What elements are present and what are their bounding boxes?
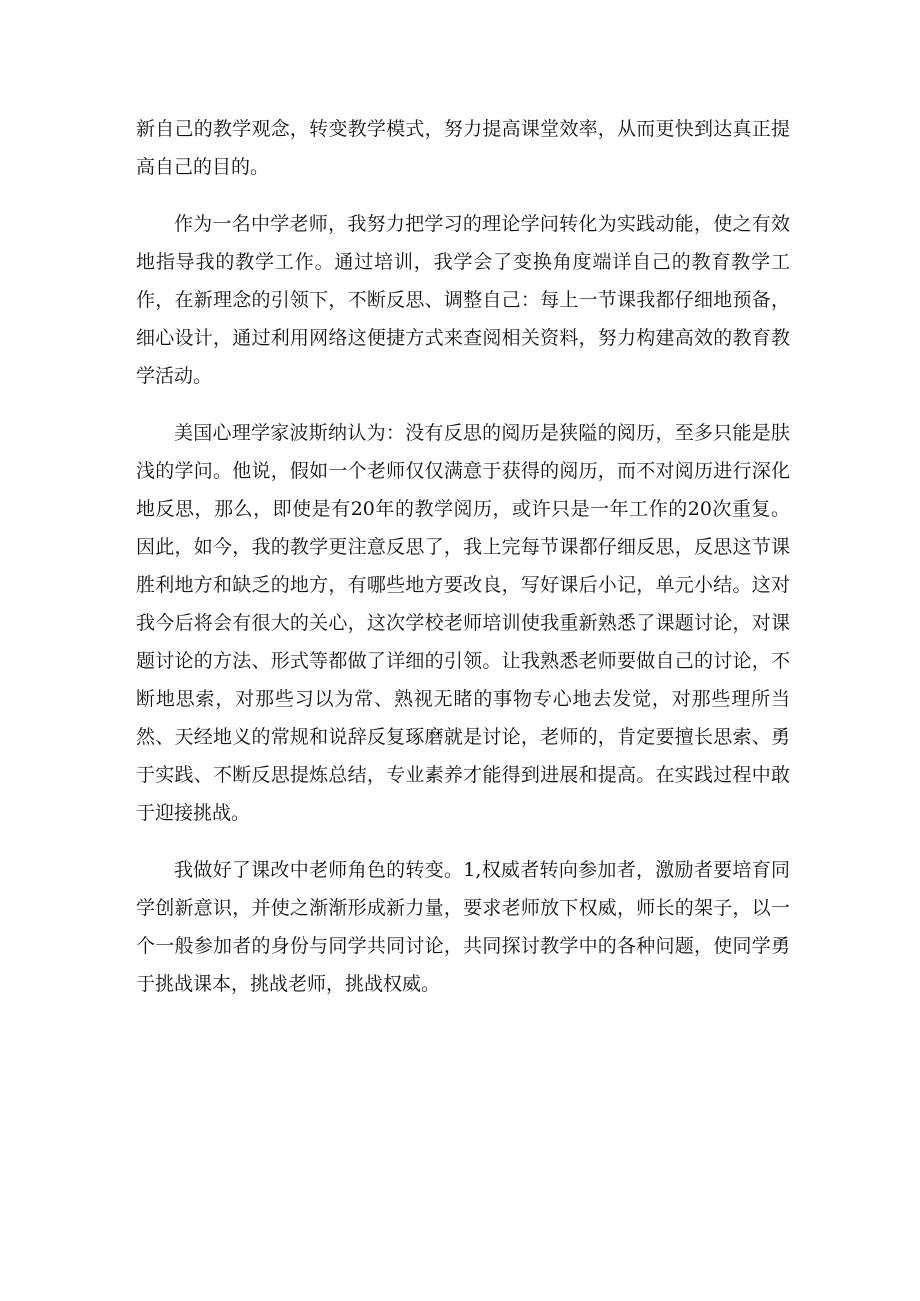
paragraph-3: 美国心理学家波斯纳认为：没有反思的阅历是狭隘的阅历，至多只能是肤浅的学问。他说，假如一个老师仅仅满意于获得的阅历，而不对阅历进行深化地反思，那么，即使是有20年的教学阅历，或许只是一年工作的20次重复。因此，如今，我的教学更注意反思了，我上完每节课都仔细反思，反思这节课胜利地方和缺乏的地方，有哪些地方要改良，写好课后小记，单元小结。这对我今后将会有很大的关心，这次学校老师培训使我重新熟悉了课题讨论，对课题讨论的方法、形式等都做了详细的引领。让我熟悉老师要做自己的讨论，不断地思索，对那些习以为常、熟视无睹的事物专心地去发觉，对那些理所当然、天经地义的常规和说辞反复琢磨就是讨论，老师的，肯定要擅长思索、勇于实践、不断反思提炼总结，专业素养才能得到进展和提高。在实践过程中敢于迎接挑战。 [136, 422, 790, 824]
paragraph-4: 我做好了课改中老师角色的转变。1,权威者转向参加者，激励者要培育同学创新意识，并使之渐渐形成新力量，要求老师放下权威，师长的架子，以一个一般参加者的身份与同学共同讨论，共同探讨教学中的各种问题，使同学勇于挑战课本，挑战老师，挑战权威。 [136, 859, 790, 995]
paragraph-1: 新自己的教学观念，转变教学模式，努力提高课堂效率，从而更快到达真正提高自己的目的。 [136, 118, 790, 178]
paragraph-2: 作为一名中学老师，我努力把学习的理论学问转化为实践动能，使之有效地指导我的教学工作。通过培训，我学会了变换角度端详自己的教育教学工作，在新理念的引领下，不断反思、调整自己：每上一节课我都仔细地预备，细心设计，通过利用网络这便捷方式来查阅相关资料，努力构建高效的教育教学活动。 [136, 213, 790, 387]
document-body [136, 110, 790, 1003]
